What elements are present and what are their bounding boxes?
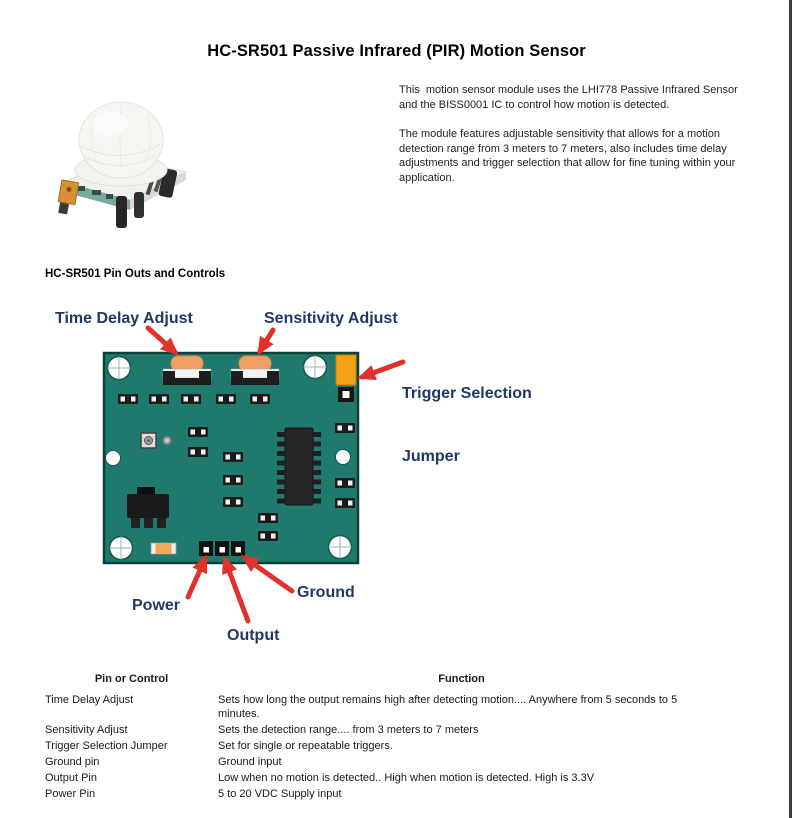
function-cell: Sets how long the output remains high after detecting motion.... Anywhere from 5 seconds to 5 minutes. — [218, 694, 678, 720]
trigger-jumper — [336, 355, 356, 402]
pin-cell: Time Delay Adjust — [45, 694, 134, 706]
function-cell: Low when no motion is detected.. High when motion is detected. High is 3.3V — [218, 771, 595, 784]
sensor-trimmer — [56, 180, 78, 215]
function-cell: Sets the detection range.... from 3 meters to 7 meters — [218, 723, 479, 736]
table-header-function: Function — [438, 673, 485, 685]
label-output: Output — [227, 627, 280, 644]
intro-line: detection range from 3 meters to 7 meters, also includes time delay — [399, 142, 727, 155]
pin-cell: Trigger Selection Jumper — [45, 739, 168, 752]
label-sensitivity-adjust: Sensitivity Adjust — [264, 310, 398, 327]
pin-cell: Power Pin — [45, 787, 96, 800]
table-row — [45, 694, 745, 721]
table-header-row — [45, 672, 745, 686]
label-ground: Ground — [297, 584, 355, 601]
table-row — [45, 772, 745, 786]
arrow-output — [225, 560, 248, 621]
sensor-dome — [75, 102, 167, 186]
label-trigger-selection-jumper — [402, 341, 532, 509]
table-row — [45, 756, 745, 770]
label-trigger-line2: Jumper — [402, 448, 460, 465]
intro-line: This motion sensor module uses the LHI778 Passive Infrared Sensor — [399, 84, 738, 96]
pin-cell: Output Pin — [45, 771, 97, 784]
sensor-photo — [50, 82, 200, 237]
intro-line: application. — [399, 171, 455, 184]
section-heading: HC-SR501 Pin Outs and Controls — [45, 268, 226, 280]
table-row — [45, 788, 745, 802]
orange-capacitor — [151, 543, 176, 554]
arrow-trigger-jumper — [362, 362, 403, 377]
label-power: Power — [132, 597, 181, 614]
arrow-sensitivity — [260, 330, 273, 351]
page-title: HC-SR501 Passive Infrared (PIR) Motion Sensor — [207, 42, 586, 60]
table-header-pin: Pin or Control — [94, 673, 169, 685]
function-cell: 5 to 20 VDC Supply input — [218, 787, 342, 800]
intro-line: The module features adjustable sensitivity that allows for a motion — [399, 128, 720, 140]
pin-header — [199, 541, 245, 556]
page-edge-line — [789, 0, 792, 818]
label-trigger-line1: Trigger Selection — [402, 385, 532, 402]
pin-cell: Sensitivity Adjust — [45, 723, 128, 736]
function-cell: Set for single or repeatable triggers. — [218, 739, 393, 752]
intro-text — [399, 83, 759, 185]
pinout-diagram — [45, 300, 590, 662]
intro-paragraph-2 — [399, 127, 759, 185]
pin-function-table — [45, 672, 745, 804]
function-cell: Ground input — [218, 755, 282, 768]
table-row — [45, 740, 745, 754]
intro-line: adjustments and trigger selection that allow for fine tuning within your — [399, 157, 736, 169]
table-row — [45, 724, 745, 738]
arrow-time-delay — [148, 328, 175, 352]
label-time-delay-adjust: Time Delay Adjust — [55, 310, 193, 327]
intro-paragraph-1 — [399, 83, 759, 112]
pin-cell: Ground pin — [45, 755, 100, 768]
intro-line: and the BISS0001 IC to control how motion is detected. — [399, 98, 670, 111]
arrow-power — [188, 559, 205, 597]
